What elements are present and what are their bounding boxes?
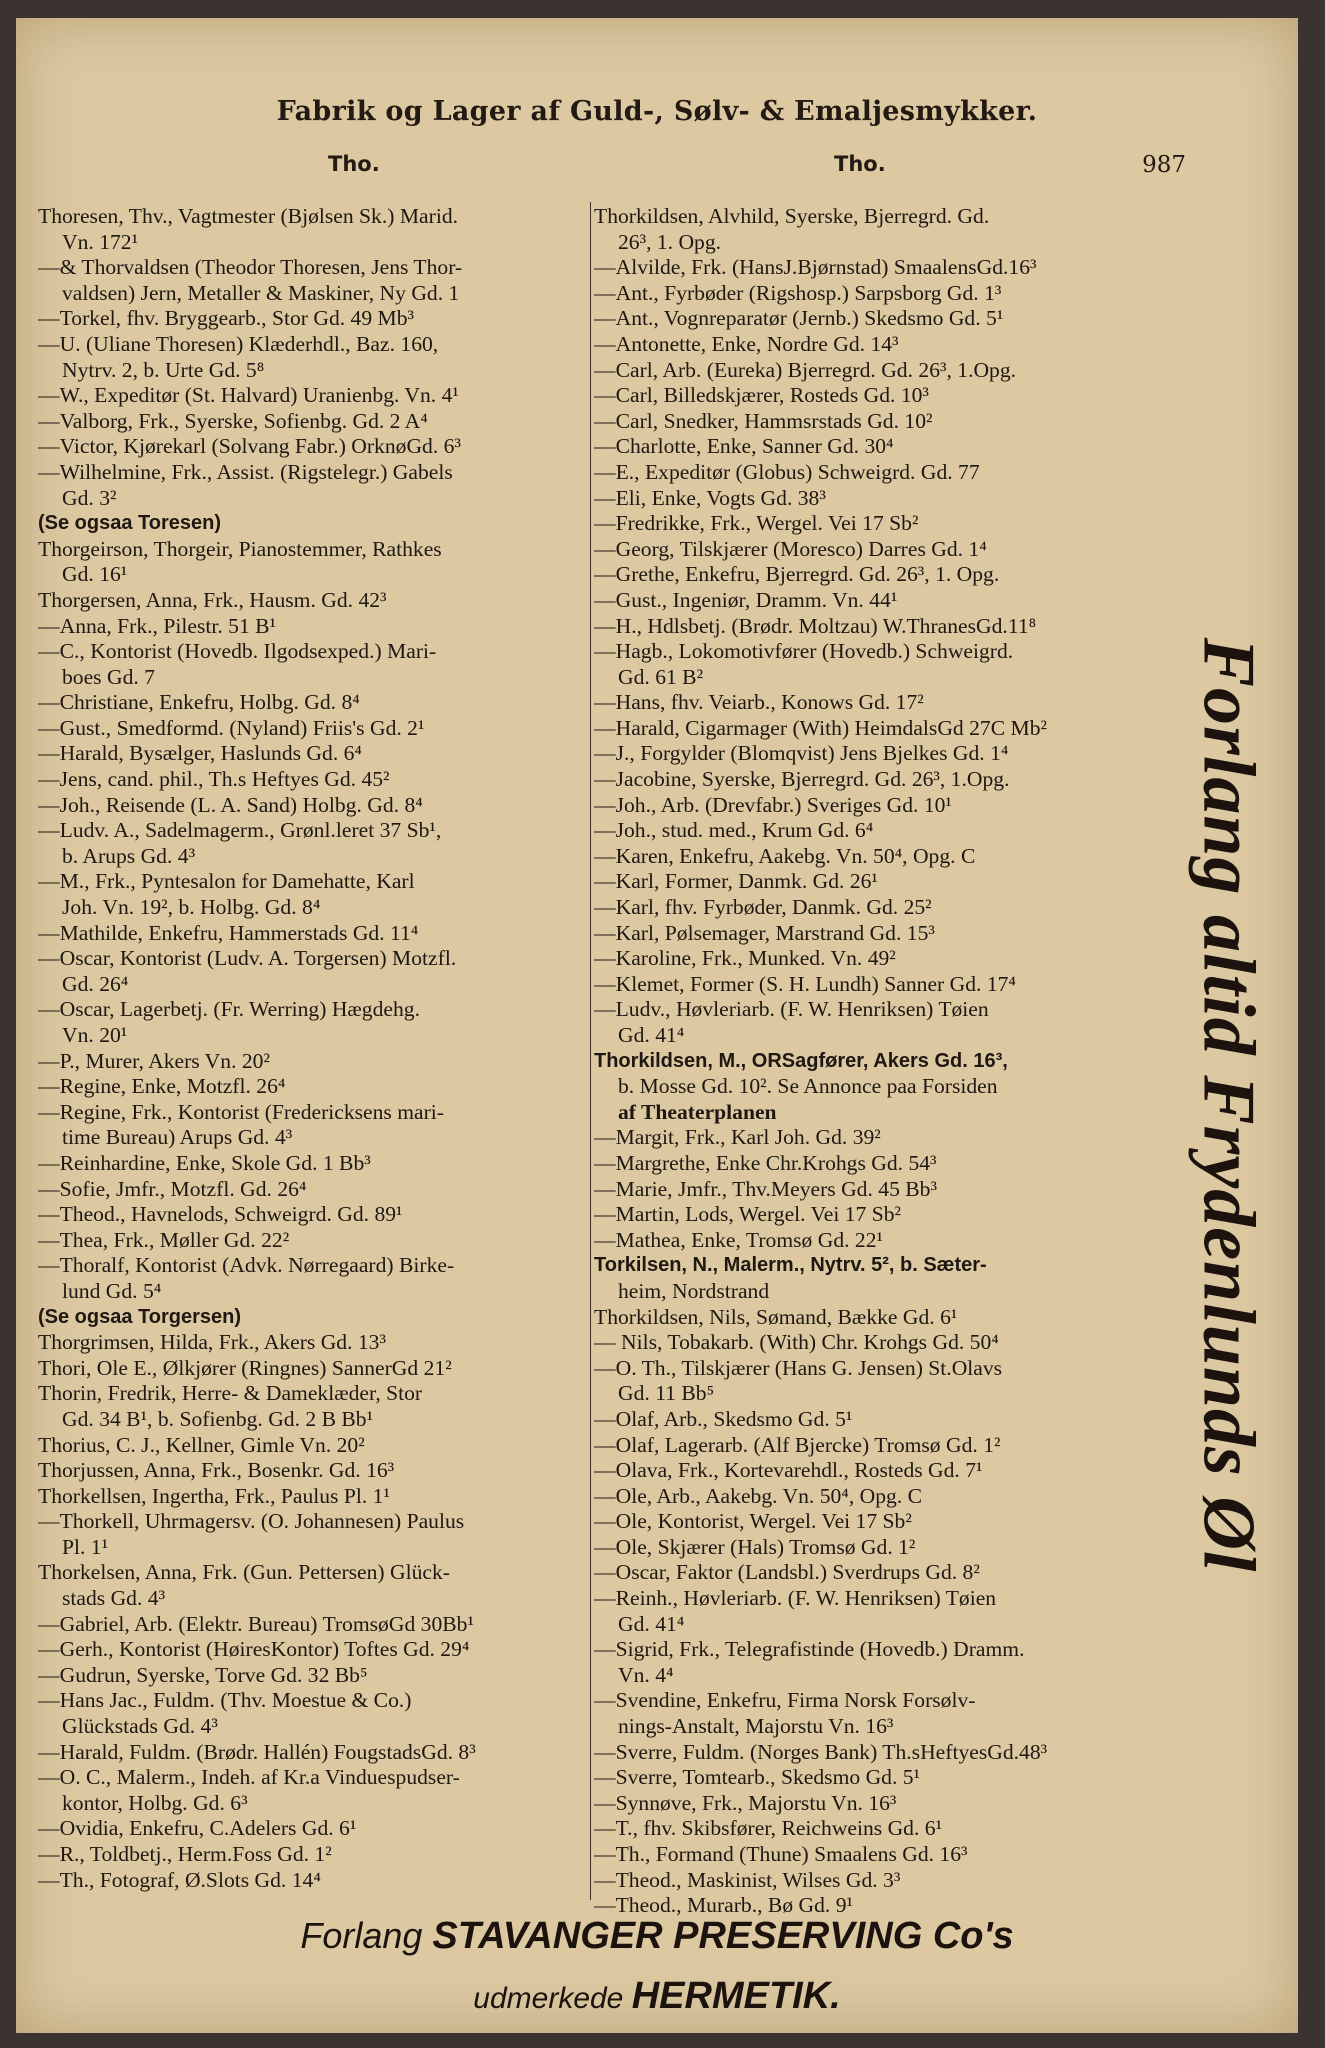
directory-entry-line: —O. C., Malerm., Indeh. af Kr.a Vinduespudser- bbox=[38, 1765, 460, 1790]
directory-entry-line: —Gabriel, Arb. (Elektr. Bureau) TromsøGd 30Bb¹ bbox=[38, 1611, 474, 1636]
directory-entry-line: —Sigrid, Frk., Telegrafistinde (Hovedb.) Dramm. bbox=[594, 1637, 1025, 1662]
directory-entry-line: —C., Kontorist (Hovedb. Ilgodsexped.) Mari- bbox=[38, 639, 437, 664]
directory-entry-line: —Ole, Kontorist, Wergel. Vei 17 Sb² bbox=[594, 1509, 912, 1534]
directory-entry-line: —Margrethe, Enke Chr.Krohgs Gd. 54³ bbox=[594, 1150, 937, 1175]
entry-continuation-line: af Theaterplanen bbox=[618, 1099, 777, 1124]
directory-entry-line: —Th., Fotograf, Ø.Slots Gd. 14⁴ bbox=[38, 1867, 321, 1892]
directory-entry-line: —Harald, Cigarmager (With) HeimdalsGd 27C Mb² bbox=[594, 715, 1047, 740]
entry-continuation-line: lund Gd. 5⁴ bbox=[62, 1278, 162, 1303]
bottom-ad-prefix-1: Forlang bbox=[300, 1915, 433, 1956]
directory-entry-line: —Gerh., Kontorist (HøiresKontor) Toftes Gd. 29⁴ bbox=[38, 1637, 470, 1662]
directory-entry-line: —Wilhelmine, Frk., Assist. (Rigstelegr.) Gabels bbox=[38, 459, 453, 484]
directory-entry-line: —Sverre, Tomtearb., Skedsmo Gd. 5¹ bbox=[594, 1765, 921, 1790]
directory-entry-line: —Georg, Tilskjærer (Moresco) Darres Gd. 1⁴ bbox=[594, 536, 987, 561]
directory-entry-line: —Hans Jac., Fuldm. (Thv. Moestue & Co.) bbox=[38, 1688, 412, 1713]
directory-entry-line: —Thea, Frk., Møller Gd. 22² bbox=[38, 1227, 290, 1252]
directory-entry-line: —M., Frk., Pyntesalon for Damehatte, Karl bbox=[38, 869, 415, 894]
directory-entry-line: Thorkildsen, M., ORSagfører, Akers Gd. 16³, bbox=[594, 1049, 1008, 1072]
right-running-head: Tho. bbox=[834, 152, 886, 176]
directory-entry-line: —Theod., Havnelods, Schweigrd. Gd. 89¹ bbox=[38, 1202, 403, 1227]
entry-continuation-line: Pl. 1¹ bbox=[62, 1534, 109, 1559]
directory-entry-line: —Gust., Smedformd. (Nyland) Friis's Gd. 2¹ bbox=[38, 715, 425, 740]
bottom-ad-prefix-2: udmerkede bbox=[473, 1982, 632, 2015]
directory-entry-line: Thorjussen, Anna, Frk., Bosenkr. Gd. 16³ bbox=[38, 1458, 395, 1483]
right-column bbox=[594, 204, 1154, 1919]
directory-entry-line: Thorkellsen, Ingertha, Frk., Paulus Pl. 1¹ bbox=[38, 1483, 390, 1508]
directory-entry-line: —& Thorvaldsen (Theodor Thoresen, Jens Thor- bbox=[38, 255, 463, 280]
directory-entry-line: —Jens, cand. phil., Th.s Heftyes Gd. 45² bbox=[38, 767, 390, 792]
directory-entry-line: —Torkel, fhv. Bryggearb., Stor Gd. 49 Mb³ bbox=[38, 306, 415, 331]
directory-entry-line: —Synnøve, Frk., Majorstu Vn. 16³ bbox=[594, 1790, 897, 1815]
entry-continuation-line: kontor, Holbg. Gd. 6³ bbox=[62, 1790, 248, 1815]
directory-entry-line: —Mathea, Enke, Tromsø Gd. 22¹ bbox=[594, 1227, 883, 1252]
directory-entry-line: —Ole, Skjærer (Hals) Tromsø Gd. 1² bbox=[594, 1534, 916, 1559]
directory-entry-line: —Hagb., Lokomotivfører (Hovedb.) Schweigrd. bbox=[594, 639, 1014, 664]
side-advertisement bbox=[1178, 535, 1278, 1675]
directory-entry-line: —Harald, Bysælger, Haslunds Gd. 6⁴ bbox=[38, 741, 362, 766]
top-banner: Fabrik og Lager af Guld-, Sølv- & Emaljesmykker. bbox=[276, 96, 1038, 127]
directory-entry-line: —Olava, Frk., Kortevarehdl., Rosteds Gd. 7¹ bbox=[594, 1458, 983, 1483]
entry-continuation-line: Vn. 20¹ bbox=[62, 1023, 128, 1047]
directory-entry-line: —Gudrun, Syerske, Torve Gd. 32 Bb⁵ bbox=[38, 1662, 368, 1687]
directory-entry-line: —Ant., Fyrbøder (Rigshosp.) Sarpsborg Gd. 1³ bbox=[594, 280, 1002, 305]
directory-entry-line: —Victor, Kjørekarl (Solvang Fabr.) OrknøGd. 6³ bbox=[38, 434, 461, 459]
directory-entry-line: —Theod., Maskinist, Wilses Gd. 3³ bbox=[594, 1867, 901, 1892]
directory-entry-line: —Margit, Frk., Karl Joh. Gd. 39² bbox=[594, 1125, 881, 1150]
entry-continuation-line: Joh. Vn. 19², b. Holbg. Gd. 8⁴ bbox=[62, 895, 321, 920]
directory-entry-line: —U. (Uliane Thoresen) Klæderhdl., Baz. 160, bbox=[38, 331, 439, 356]
directory-entry-line: Thorkildsen, Nils, Sømand, Bække Gd. 6¹ bbox=[594, 1304, 958, 1329]
directory-entry-line: —H., Hdlsbetj. (Brødr. Moltzau) W.ThranesGd.11⁸ bbox=[594, 613, 1037, 638]
column-divider bbox=[590, 202, 591, 1900]
directory-entry-line: Thorius, C. J., Kellner, Gimle Vn. 20² bbox=[38, 1432, 365, 1457]
directory-entry-line: Thori, Ole E., Ølkjører (Ringnes) SannerGd 21² bbox=[38, 1355, 452, 1380]
entry-continuation-line: 26³, 1. Opg. bbox=[618, 229, 722, 254]
entry-continuation-line: Gd. 61 B² bbox=[618, 664, 704, 689]
bottom-ad-line-1 bbox=[16, 1915, 1298, 1958]
directory-entry-line: Thorin, Fredrik, Herre- & Dameklæder, Stor bbox=[38, 1381, 423, 1406]
directory-entry-line: —Marie, Jmfr., Thv.Meyers Gd. 45 Bb³ bbox=[594, 1176, 937, 1201]
directory-entry-line: —Carl, Snedker, Hammsrstads Gd. 10² bbox=[594, 408, 933, 433]
directory-entry-line: —Antonette, Enke, Nordre Gd. 14³ bbox=[594, 331, 899, 356]
directory-entry-line: —Sverre, Fuldm. (Norges Bank) Th.sHeftyesGd.48³ bbox=[594, 1739, 1048, 1764]
directory-entry-line: —Regine, Frk., Kontorist (Fredericksens mari- bbox=[38, 1099, 445, 1124]
directory-entry-line: —Thoralf, Kontorist (Advk. Nørregaard) Birke- bbox=[38, 1253, 455, 1278]
directory-entry-line: —Charlotte, Enke, Sanner Gd. 30⁴ bbox=[594, 434, 894, 459]
directory-entry-line: —Ludv. A., Sadelmagerm., Grønl.leret 37 Sb¹, bbox=[38, 818, 442, 843]
entry-continuation-line: nings-Anstalt, Majorstu Vn. 16³ bbox=[618, 1714, 894, 1739]
directory-entry-line: —Martin, Lods, Wergel. Vei 17 Sb² bbox=[594, 1202, 902, 1227]
entry-continuation-line: Glückstads Gd. 4³ bbox=[62, 1714, 218, 1739]
directory-entry-line: —Karl, Former, Danmk. Gd. 26¹ bbox=[594, 869, 878, 894]
entry-continuation-line: Vn. 4⁴ bbox=[618, 1662, 674, 1687]
directory-entry-line: —Anna, Frk., Pilestr. 51 B¹ bbox=[38, 613, 277, 638]
directory-entry-line: Thorkildsen, Alvhild, Syerske, Bjerregrd. Gd. bbox=[594, 204, 990, 228]
directory-entry-line: —W., Expeditør (St. Halvard) Uranienbg. Vn. 4¹ bbox=[38, 383, 459, 408]
directory-entry-line: —E., Expeditør (Globus) Schweigrd. Gd. 77 bbox=[594, 459, 980, 484]
directory-entry-line: —Olaf, Arb., Skedsmo Gd. 5¹ bbox=[594, 1406, 853, 1431]
directory-entry-line: —Thorkell, Uhrmagersv. (O. Johannesen) Paulus bbox=[38, 1509, 465, 1534]
directory-entry-line: —Karoline, Frk., Munked. Vn. 49² bbox=[594, 946, 896, 971]
directory-entry-line: —Th., Formand (Thune) Smaalens Gd. 16³ bbox=[594, 1842, 968, 1866]
entry-continuation-line: heim, Nordstrand bbox=[618, 1278, 770, 1303]
directory-entry-line: —O. Th., Tilskjærer (Hans G. Jensen) St.Olavs bbox=[594, 1355, 1003, 1380]
directory-entry-line: —Oscar, Lagerbetj. (Fr. Werring) Hægdehg. bbox=[38, 997, 420, 1022]
directory-entry-line: —Karl, fhv. Fyrbøder, Danmk. Gd. 25² bbox=[594, 895, 932, 920]
entry-continuation-line: b. Arups Gd. 4³ bbox=[62, 843, 196, 868]
entry-continuation-line: Gd. 3² bbox=[62, 485, 117, 510]
cross-reference-line: (Se ogsaa Torgersen) bbox=[38, 1305, 242, 1328]
directory-entry-line: —Karl, Pølsemager, Marstrand Gd. 15³ bbox=[594, 920, 935, 945]
directory-entry-line: —Klemet, Former (S. H. Lundh) Sanner Gd. 17⁴ bbox=[594, 971, 1016, 996]
directory-entry-line: —Joh., Arb. (Drevfabr.) Sveriges Gd. 10¹ bbox=[594, 792, 952, 817]
directory-entry-line: —Alvilde, Frk. (HansJ.Bjørnstad) SmaalensGd.16³ bbox=[594, 255, 1037, 280]
directory-entry-line: —T., fhv. Skibsfører, Reichweins Gd. 6¹ bbox=[594, 1816, 943, 1841]
side-ad-text: Forlang altid Frydenlunds Øl bbox=[1187, 637, 1270, 1573]
directory-entry-line: —Ovidia, Enkefru, C.Adelers Gd. 6¹ bbox=[38, 1816, 357, 1841]
directory-entry-line: —Harald, Fuldm. (Brødr. Hallén) FougstadsGd. 8³ bbox=[38, 1739, 476, 1764]
directory-entry-line: —Mathilde, Enkefru, Hammerstads Gd. 11⁴ bbox=[38, 920, 419, 945]
directory-page bbox=[16, 18, 1298, 2033]
directory-entry-line: Thoresen, Thv., Vagtmester (Bjølsen Sk.) Marid. bbox=[38, 204, 459, 228]
bottom-ad-brand-1: STAVANGER PRESERVING Co's bbox=[432, 1915, 1014, 1957]
bottom-ad-line-2 bbox=[16, 1975, 1298, 2018]
directory-entry-line: —Reinhardine, Enke, Skole Gd. 1 Bb³ bbox=[38, 1150, 371, 1175]
directory-entry-line: —Joh., Reisende (L. A. Sand) Holbg. Gd. 8⁴ bbox=[38, 792, 423, 817]
directory-entry-line: —Karen, Enkefru, Aakebg. Vn. 50⁴, Opg. C bbox=[594, 843, 976, 868]
entry-continuation-line: b. Mosse Gd. 10². Se Annonce paa Forsiden bbox=[618, 1074, 998, 1099]
left-column bbox=[38, 204, 590, 1893]
directory-entry-line: —Oscar, Faktor (Landsbl.) Sverdrups Gd. 8² bbox=[594, 1560, 980, 1585]
directory-entry-line: — Nils, Tobakarb. (With) Chr. Krohgs Gd. 50⁴ bbox=[594, 1330, 999, 1355]
page-number: 987 bbox=[1142, 152, 1186, 178]
directory-entry-line: —Gust., Ingeniør, Dramm. Vn. 44¹ bbox=[594, 587, 898, 612]
directory-entry-line: —Sofie, Jmfr., Motzfl. Gd. 26⁴ bbox=[38, 1176, 307, 1201]
directory-entry-line: —Valborg, Frk., Syerske, Sofienbg. Gd. 2 A⁴ bbox=[38, 408, 428, 433]
directory-entry-line: Thorgrimsen, Hilda, Frk., Akers Gd. 13³ bbox=[38, 1330, 386, 1355]
entry-continuation-line: Gd. 41⁴ bbox=[618, 1023, 685, 1047]
directory-entry-line: —Olaf, Lagerarb. (Alf Bjercke) Tromsø Gd. 1² bbox=[594, 1432, 1001, 1457]
directory-entry-line: —P., Murer, Akers Vn. 20² bbox=[38, 1048, 270, 1073]
directory-entry-line: —Fredrikke, Frk., Wergel. Vei 17 Sb² bbox=[594, 511, 919, 536]
directory-entry-line: —Carl, Arb. (Eureka) Bjerregrd. Gd. 26³, 1.Opg. bbox=[594, 357, 1017, 382]
directory-entry-line: Thorkelsen, Anna, Frk. (Gun. Pettersen) Glück- bbox=[38, 1560, 450, 1585]
directory-entry-line: —Oscar, Kontorist (Ludv. A. Torgersen) Motzfl. bbox=[38, 946, 457, 971]
entry-continuation-line: Gd. 34 B¹, b. Sofienbg. Gd. 2 B Bb¹ bbox=[62, 1406, 374, 1431]
directory-entry-line: —Regine, Enke, Motzfl. 26⁴ bbox=[38, 1074, 286, 1099]
directory-entry-line: —Eli, Enke, Vogts Gd. 38³ bbox=[594, 485, 826, 510]
directory-entry-line: —Theod., Murarb., Bø Gd. 9¹ bbox=[594, 1893, 853, 1918]
directory-entry-line: —Reinh., Høvleriarb. (F. W. Henriksen) Tøien bbox=[594, 1586, 997, 1611]
entry-continuation-line: Gd. 41⁴ bbox=[618, 1611, 685, 1636]
entry-continuation-line: Nytrv. 2, b. Urte Gd. 5⁸ bbox=[62, 357, 265, 382]
directory-entry-line: —Grethe, Enkefru, Bjerregrd. Gd. 26³, 1. Opg. bbox=[594, 562, 1000, 587]
directory-entry-line: —Joh., stud. med., Krum Gd. 6⁴ bbox=[594, 818, 874, 843]
cross-reference-line: (Se ogsaa Toresen) bbox=[38, 512, 222, 535]
directory-entry-line: —Ole, Arb., Aakebg. Vn. 50⁴, Opg. C bbox=[594, 1483, 923, 1508]
entry-continuation-line: valdsen) Jern, Metaller & Maskiner, Ny Gd. 1 bbox=[62, 280, 460, 305]
left-running-head: Tho. bbox=[328, 152, 380, 176]
directory-entry-line: —R., Toldbetj., Herm.Foss Gd. 1² bbox=[38, 1842, 332, 1866]
entry-continuation-line: Gd. 16¹ bbox=[62, 562, 128, 587]
directory-entry-line: —Hans, fhv. Veiarb., Konows Gd. 17² bbox=[594, 690, 924, 715]
entry-continuation-line: Vn. 172¹ bbox=[62, 229, 139, 254]
directory-entry-line: —Carl, Billedskjærer, Rosteds Gd. 10³ bbox=[594, 383, 929, 408]
directory-entry-line: Thorgeirson, Thorgeir, Pianostemmer, Rathkes bbox=[38, 536, 442, 561]
directory-entry-line: —Svendine, Enkefru, Firma Norsk Forsølv- bbox=[594, 1688, 976, 1713]
directory-entry-line: Torkilsen, N., Malerm., Nytrv. 5², b. Sæter- bbox=[594, 1254, 987, 1277]
directory-entry-line: —Christiane, Enkefru, Holbg. Gd. 8⁴ bbox=[38, 690, 360, 715]
directory-entry-line: —Jacobine, Syerske, Bjerregrd. Gd. 26³, 1.Opg. bbox=[594, 767, 1010, 792]
directory-entry-line: Thorgersen, Anna, Frk., Hausm. Gd. 42³ bbox=[38, 587, 387, 612]
entry-continuation-line: time Bureau) Arups Gd. 4³ bbox=[62, 1125, 293, 1150]
entry-continuation-line: Gd. 11 Bb⁵ bbox=[618, 1381, 715, 1406]
directory-entry-line: —Ant., Vognreparatør (Jernb.) Skedsmo Gd. 5¹ bbox=[594, 306, 1004, 331]
bottom-ad-brand-2: HERMETIK. bbox=[631, 1975, 841, 2017]
entry-continuation-line: stads Gd. 4³ bbox=[62, 1586, 166, 1611]
directory-entry-line: —Ludv., Høvleriarb. (F. W. Henriksen) Tøien bbox=[594, 997, 989, 1022]
entry-continuation-line: boes Gd. 7 bbox=[62, 664, 155, 689]
directory-entry-line: —J., Forgylder (Blomqvist) Jens Bjelkes Gd. 1⁴ bbox=[594, 741, 1009, 766]
entry-continuation-line: Gd. 26⁴ bbox=[62, 971, 129, 996]
